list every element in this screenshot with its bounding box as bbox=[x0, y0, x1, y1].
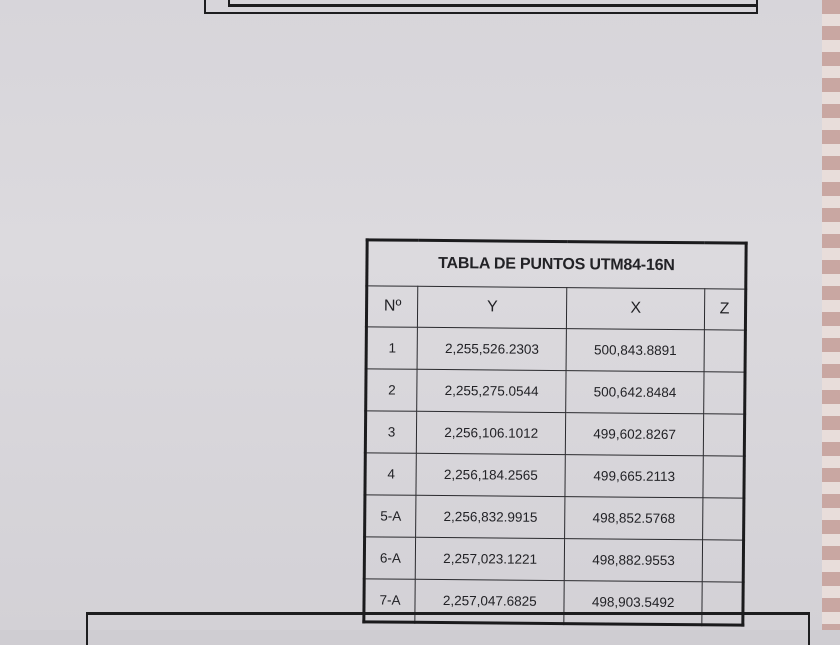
table-title: TABLA DE PUNTOS UTM84-16N bbox=[367, 240, 746, 289]
cell-x: 500,642.8484 bbox=[566, 371, 704, 414]
table-row bbox=[366, 327, 745, 372]
cell-y: 2,256,106.1012 bbox=[416, 411, 566, 454]
cell-y: 2,255,275.0544 bbox=[417, 369, 567, 412]
cell-x: 498,882.9553 bbox=[565, 539, 703, 582]
top-frame-box bbox=[204, 0, 758, 14]
cell-number: 6-A bbox=[364, 537, 415, 579]
cell-number: 1 bbox=[366, 327, 417, 369]
cell-y: 2,255,526.2303 bbox=[417, 327, 567, 370]
header-y: Y bbox=[417, 286, 567, 328]
header-x: X bbox=[567, 288, 705, 330]
table-row bbox=[365, 453, 744, 498]
cell-x: 499,665.2113 bbox=[565, 455, 703, 498]
table-row bbox=[366, 369, 745, 414]
cell-x: 500,843.8891 bbox=[566, 329, 704, 372]
table-row bbox=[364, 537, 743, 582]
cell-x: 499,602.8267 bbox=[566, 413, 704, 456]
cell-z bbox=[704, 330, 746, 372]
cell-y: 2,256,184.2565 bbox=[416, 453, 566, 496]
cell-y: 2,256,832.9915 bbox=[416, 495, 566, 538]
bottom-frame-box bbox=[86, 612, 810, 645]
table-title-row bbox=[367, 240, 746, 289]
cell-z bbox=[702, 498, 744, 540]
cell-x: 498,852.5768 bbox=[565, 497, 703, 540]
cell-number: 4 bbox=[365, 453, 416, 495]
cell-z bbox=[704, 372, 746, 414]
cell-z bbox=[703, 456, 745, 498]
cell-z bbox=[702, 540, 744, 582]
cell-y: 2,257,047.6825 bbox=[415, 579, 565, 623]
table-row bbox=[365, 495, 744, 540]
top-frame-inner bbox=[228, 0, 756, 7]
cell-number: 3 bbox=[365, 411, 416, 453]
points-table bbox=[362, 238, 747, 626]
cell-number: 2 bbox=[366, 369, 417, 411]
table-header-row bbox=[366, 286, 745, 330]
cell-number: 5-A bbox=[365, 495, 416, 537]
header-z: Z bbox=[704, 289, 746, 330]
background-fabric bbox=[822, 0, 840, 630]
table-row bbox=[365, 411, 744, 456]
cell-x: 498,903.5492 bbox=[564, 581, 702, 625]
cell-number: 7-A bbox=[364, 579, 415, 622]
cell-y: 2,257,023.1221 bbox=[415, 537, 565, 580]
cell-z bbox=[703, 414, 745, 456]
header-number: Nº bbox=[366, 286, 417, 327]
